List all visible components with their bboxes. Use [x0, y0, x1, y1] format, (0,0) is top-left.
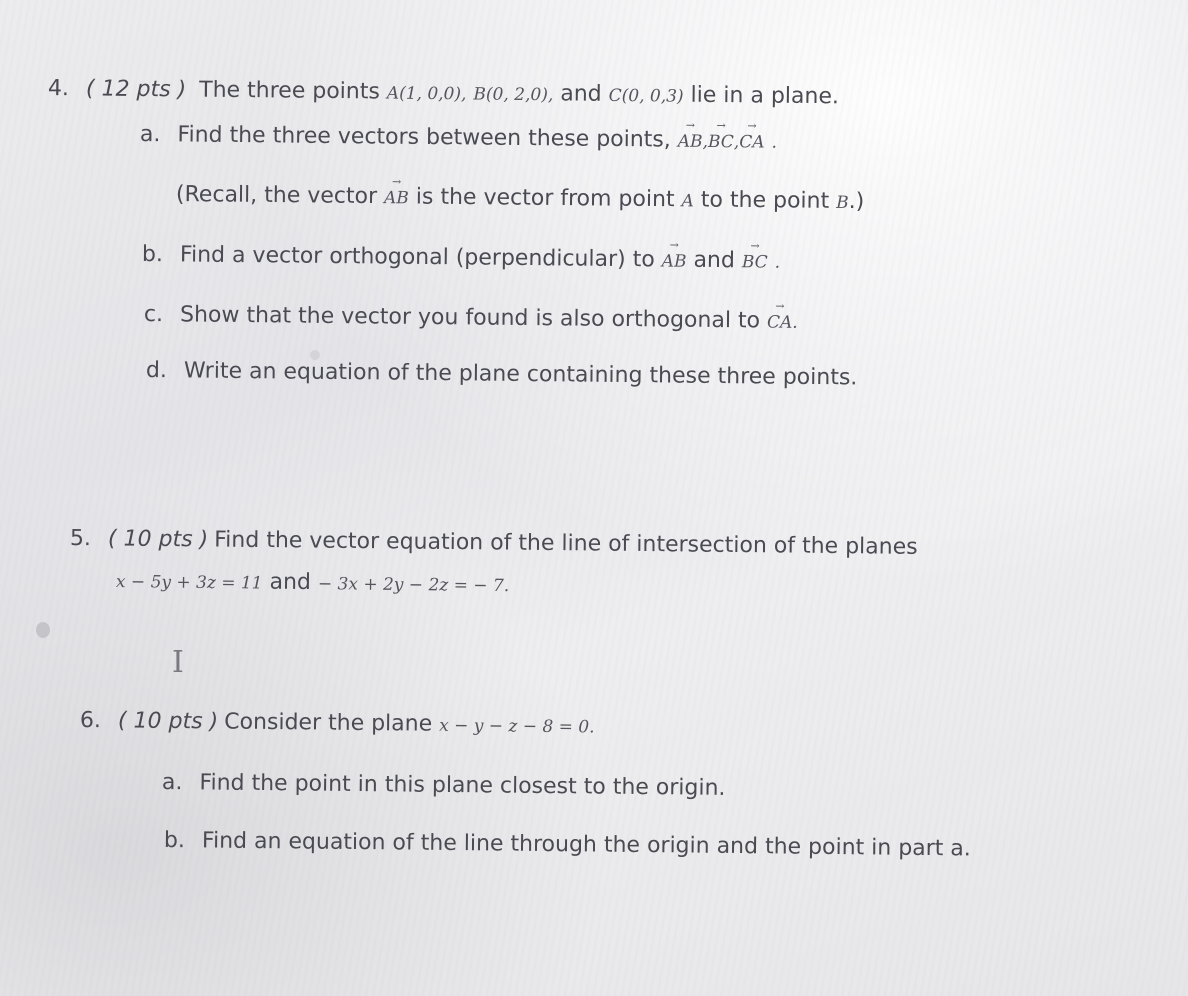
question-6-heading	[80, 708, 595, 738]
period: .	[771, 132, 778, 153]
question-points: ( 10 pts )	[117, 708, 219, 735]
note-end: .)	[848, 189, 865, 215]
part-6b	[164, 828, 971, 861]
question-text-end: lie in a plane.	[690, 82, 840, 110]
question-text: Consider the plane	[224, 709, 433, 737]
note-text: (Recall, the vector	[175, 182, 378, 210]
question-4-heading	[48, 76, 839, 109]
question-5-equations	[116, 568, 509, 597]
part-letter: b.	[141, 242, 164, 268]
part-4c	[144, 302, 798, 334]
part-4a	[140, 122, 777, 154]
question-points: ( 12 pts )	[85, 76, 187, 103]
period: .	[792, 312, 798, 333]
question-number: 5.	[69, 526, 92, 552]
conjunction: and	[560, 81, 602, 107]
vector-ab: → AB	[662, 251, 687, 271]
vector-ab: → AB	[384, 188, 409, 208]
part-letter: b.	[163, 828, 186, 854]
part-4d	[146, 358, 858, 390]
part-6a	[162, 770, 726, 801]
vector-bc: → BC	[742, 252, 768, 272]
vector-ca: → CA	[739, 132, 765, 152]
point-b: B(0, 2,0),	[473, 84, 554, 106]
point-a: A(1, 0,0),	[386, 83, 467, 105]
vector-ca: → CA	[767, 313, 793, 333]
point-a-label: A	[681, 191, 694, 212]
part-text: Show that the vector you found is also orthogonal to	[179, 302, 761, 334]
part-text: Write an equation of the plane containing these three points.	[183, 358, 858, 391]
part-4a-recall-note	[176, 182, 865, 214]
plane-equation: x − y − z − 8 = 0.	[439, 715, 595, 738]
question-number: 6.	[79, 708, 102, 734]
part-text: Find a vector orthogonal (perpendicular) to	[179, 242, 655, 273]
dust-speck	[310, 350, 320, 360]
part-letter: a.	[139, 122, 161, 148]
part-text: Find an equation of the line through the origin and the point in part a.	[201, 828, 971, 862]
dust-speck	[36, 622, 50, 638]
question-number: 4.	[47, 76, 70, 102]
question-points: ( 10 pts )	[107, 526, 209, 553]
text-cursor-icon: I	[172, 645, 184, 680]
comma: ,	[702, 131, 709, 152]
question-text: Find the vector equation of the line of intersection of the planes	[214, 527, 918, 560]
part-4b	[142, 242, 780, 274]
question-text: The three points	[199, 77, 381, 105]
point-b-label: B	[836, 192, 849, 214]
period: .	[774, 252, 781, 273]
plane-equation-1: x − 5y + 3z = 11	[115, 572, 263, 594]
vector-bc: → BC	[708, 132, 734, 152]
conjunction: and	[693, 247, 736, 274]
point-c: C(0, 0,3)	[608, 85, 684, 107]
plane-equation-2: − 3x + 2y − 2z = − 7.	[317, 574, 510, 597]
comma: ,	[733, 132, 740, 153]
part-letter: a.	[161, 770, 183, 796]
note-text: to the point	[700, 187, 830, 214]
part-letter: c.	[143, 302, 164, 328]
part-text: Find the point in this plane closest to the origin.	[199, 770, 726, 801]
vector-ab: → AB	[678, 132, 703, 152]
question-5-heading	[70, 526, 918, 560]
conjunction: and	[269, 569, 312, 596]
note-text: is the vector from point	[415, 184, 675, 213]
part-text: Find the three vectors between these points,	[177, 122, 671, 153]
part-letter: d.	[145, 358, 168, 384]
